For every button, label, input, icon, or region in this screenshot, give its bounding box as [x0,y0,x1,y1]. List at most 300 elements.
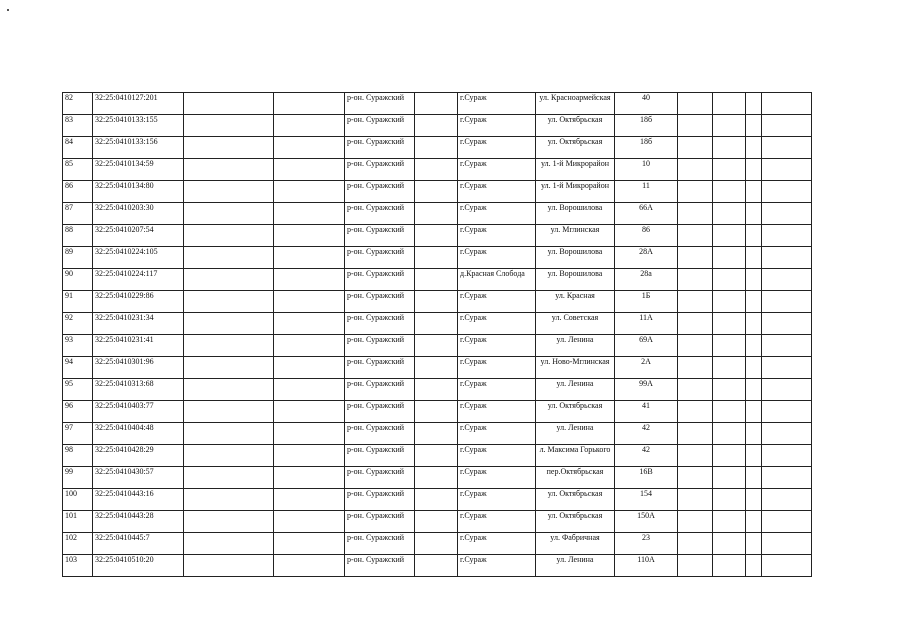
empty-cell [274,225,345,247]
empty-cell [746,555,762,577]
empty-cell [762,467,812,489]
empty-cell [762,269,812,291]
district-cell: р-он. Суражский [345,423,415,445]
table-row [63,159,812,181]
settlement-cell: г.Сураж [458,159,536,181]
district-cell: р-он. Суражский [345,93,415,115]
empty-cell [713,181,746,203]
house-number-cell: 154 [615,489,678,511]
empty-cell [746,225,762,247]
empty-cell [184,203,274,225]
empty-cell [274,269,345,291]
empty-cell [678,335,713,357]
cadastral-number-cell: 32:25:0410133:155 [93,115,184,137]
cadastral-number-cell: 32:25:0410313:68 [93,379,184,401]
empty-cell [274,489,345,511]
empty-cell [678,159,713,181]
row-number-cell: 83 [63,115,93,137]
row-number-cell: 101 [63,511,93,533]
empty-cell [713,533,746,555]
empty-cell [184,445,274,467]
empty-cell [746,159,762,181]
street-cell: ул. Ворошилова [536,203,615,225]
district-cell: р-он. Суражский [345,511,415,533]
street-cell: ул. Ленина [536,335,615,357]
empty-cell [762,93,812,115]
empty-cell [415,467,458,489]
empty-cell [713,489,746,511]
house-number-cell: 110А [615,555,678,577]
table-row [63,181,812,203]
empty-cell [713,511,746,533]
empty-cell [274,533,345,555]
house-number-cell: 150А [615,511,678,533]
empty-cell [678,225,713,247]
empty-cell [678,555,713,577]
table-row [63,269,812,291]
empty-cell [274,313,345,335]
empty-cell [184,269,274,291]
empty-cell [184,357,274,379]
empty-cell [713,445,746,467]
street-cell: ул. Ленина [536,379,615,401]
cadastral-number-cell: 32:25:0410510:20 [93,555,184,577]
empty-cell [274,93,345,115]
settlement-cell: г.Сураж [458,115,536,137]
row-number-cell: 94 [63,357,93,379]
cadastral-number-cell: 32:25:0410403:77 [93,401,184,423]
empty-cell [415,533,458,555]
empty-cell [415,357,458,379]
district-cell: р-он. Суражский [345,291,415,313]
table-row [63,137,812,159]
empty-cell [415,247,458,269]
empty-cell [184,291,274,313]
table-row [63,401,812,423]
street-cell: ул. Ленина [536,423,615,445]
street-cell: ул. Ленина [536,555,615,577]
empty-cell [713,379,746,401]
row-number-cell: 95 [63,379,93,401]
empty-cell [678,467,713,489]
empty-cell [184,379,274,401]
cadastral-number-cell: 32:25:0410445:7 [93,533,184,555]
empty-cell [713,555,746,577]
empty-cell [184,467,274,489]
empty-cell [415,511,458,533]
empty-cell [184,159,274,181]
empty-cell [184,93,274,115]
empty-cell [415,137,458,159]
district-cell: р-он. Суражский [345,357,415,379]
empty-cell [274,335,345,357]
district-cell: р-он. Суражский [345,137,415,159]
settlement-cell: г.Сураж [458,225,536,247]
empty-cell [746,313,762,335]
cadastral-number-cell: 32:25:0410224:105 [93,247,184,269]
settlement-cell: г.Сураж [458,533,536,555]
empty-cell [713,137,746,159]
house-number-cell: 42 [615,445,678,467]
table-row [63,555,812,577]
empty-cell [762,401,812,423]
row-number-cell: 97 [63,423,93,445]
district-cell: р-он. Суражский [345,467,415,489]
settlement-cell: г.Сураж [458,181,536,203]
empty-cell [274,555,345,577]
empty-cell [762,379,812,401]
row-number-cell: 90 [63,269,93,291]
empty-cell [713,159,746,181]
empty-cell [746,379,762,401]
row-number-cell: 85 [63,159,93,181]
house-number-cell: 41 [615,401,678,423]
empty-cell [274,357,345,379]
property-table [62,92,812,577]
empty-cell [415,159,458,181]
settlement-cell: г.Сураж [458,93,536,115]
empty-cell [415,269,458,291]
empty-cell [678,203,713,225]
table-row [63,203,812,225]
table-row [63,225,812,247]
district-cell: р-он. Суражский [345,335,415,357]
empty-cell [184,181,274,203]
cadastral-number-cell: 32:25:0410231:34 [93,313,184,335]
house-number-cell: 69А [615,335,678,357]
settlement-cell: г.Сураж [458,423,536,445]
row-number-cell: 100 [63,489,93,511]
settlement-cell: г.Сураж [458,511,536,533]
empty-cell [678,511,713,533]
house-number-cell: 86 [615,225,678,247]
empty-cell [184,489,274,511]
table-row [63,247,812,269]
street-cell: ул. Красная [536,291,615,313]
settlement-cell: г.Сураж [458,379,536,401]
row-number-cell: 86 [63,181,93,203]
empty-cell [415,335,458,357]
empty-cell [415,225,458,247]
empty-cell [746,467,762,489]
empty-cell [678,313,713,335]
empty-cell [762,533,812,555]
house-number-cell: 11 [615,181,678,203]
empty-cell [274,379,345,401]
empty-cell [746,269,762,291]
empty-cell [678,379,713,401]
empty-cell [415,115,458,137]
empty-cell [746,511,762,533]
empty-cell [746,423,762,445]
empty-cell [762,489,812,511]
table-body [63,93,812,577]
empty-cell [274,203,345,225]
settlement-cell: г.Сураж [458,335,536,357]
street-cell: ул. Октябрьская [536,401,615,423]
empty-cell [274,247,345,269]
district-cell: р-он. Суражский [345,203,415,225]
street-cell: ул. Ворошилова [536,269,615,291]
empty-cell [184,555,274,577]
cadastral-number-cell: 32:25:0410404:48 [93,423,184,445]
settlement-cell: г.Сураж [458,137,536,159]
settlement-cell: д.Красная Слобода [458,269,536,291]
empty-cell [762,357,812,379]
street-cell: пер.Октябрьская [536,467,615,489]
empty-cell [713,93,746,115]
empty-cell [762,313,812,335]
row-number-cell: 89 [63,247,93,269]
empty-cell [762,423,812,445]
settlement-cell: г.Сураж [458,357,536,379]
empty-cell [762,137,812,159]
empty-cell [274,511,345,533]
street-cell: ул. Октябрьская [536,511,615,533]
row-number-cell: 98 [63,445,93,467]
house-number-cell: 11А [615,313,678,335]
empty-cell [746,489,762,511]
empty-cell [746,401,762,423]
empty-cell [746,533,762,555]
empty-cell [713,269,746,291]
district-cell: р-он. Суражский [345,555,415,577]
empty-cell [746,247,762,269]
empty-cell [678,533,713,555]
empty-cell [678,93,713,115]
empty-cell [678,489,713,511]
table-row [63,115,812,137]
district-cell: р-он. Суражский [345,269,415,291]
empty-cell [415,555,458,577]
district-cell: р-он. Суражский [345,379,415,401]
table-row [63,423,812,445]
cadastral-number-cell: 32:25:0410443:28 [93,511,184,533]
empty-cell [678,247,713,269]
district-cell: р-он. Суражский [345,401,415,423]
empty-cell [713,357,746,379]
cadastral-number-cell: 32:25:0410231:41 [93,335,184,357]
empty-cell [713,401,746,423]
cadastral-number-cell: 32:25:0410207:54 [93,225,184,247]
house-number-cell: 99А [615,379,678,401]
empty-cell [713,335,746,357]
empty-cell [713,247,746,269]
empty-cell [762,555,812,577]
row-number-cell: 93 [63,335,93,357]
empty-cell [678,445,713,467]
cadastral-number-cell: 32:25:0410134:59 [93,159,184,181]
street-cell: ул. Ворошилова [536,247,615,269]
empty-cell [746,137,762,159]
empty-cell [678,181,713,203]
cadastral-number-cell: 32:25:0410428:29 [93,445,184,467]
street-cell: ул. Советская [536,313,615,335]
empty-cell [762,335,812,357]
house-number-cell: 1Б [615,291,678,313]
settlement-cell: г.Сураж [458,445,536,467]
table-row [63,313,812,335]
table-row [63,467,812,489]
empty-cell [274,159,345,181]
empty-cell [746,445,762,467]
empty-cell [762,115,812,137]
empty-cell [274,291,345,313]
empty-cell [274,115,345,137]
empty-cell [746,357,762,379]
empty-cell [184,313,274,335]
empty-cell [762,511,812,533]
empty-cell [415,401,458,423]
cadastral-number-cell: 32:25:0410134:80 [93,181,184,203]
house-number-cell: 18б [615,137,678,159]
table-row [63,445,812,467]
street-cell: ул. Октябрьская [536,115,615,137]
district-cell: р-он. Суражский [345,115,415,137]
scan-speck [7,9,9,11]
row-number-cell: 102 [63,533,93,555]
empty-cell [678,401,713,423]
empty-cell [713,291,746,313]
empty-cell [184,247,274,269]
cadastral-number-cell: 32:25:0410301:96 [93,357,184,379]
table-row [63,357,812,379]
district-cell: р-он. Суражский [345,181,415,203]
empty-cell [762,225,812,247]
empty-cell [184,137,274,159]
empty-cell [713,225,746,247]
empty-cell [762,445,812,467]
empty-cell [415,489,458,511]
empty-cell [678,291,713,313]
empty-cell [713,313,746,335]
cadastral-number-cell: 32:25:0410229:86 [93,291,184,313]
row-number-cell: 87 [63,203,93,225]
settlement-cell: г.Сураж [458,203,536,225]
empty-cell [415,445,458,467]
house-number-cell: 18б [615,115,678,137]
house-number-cell: 42 [615,423,678,445]
house-number-cell: 10 [615,159,678,181]
empty-cell [678,115,713,137]
district-cell: р-он. Суражский [345,533,415,555]
empty-cell [415,203,458,225]
row-number-cell: 103 [63,555,93,577]
house-number-cell: 28А [615,247,678,269]
district-cell: р-он. Суражский [345,313,415,335]
street-cell: ул. Фабричная [536,533,615,555]
row-number-cell: 82 [63,93,93,115]
empty-cell [184,423,274,445]
table-row [63,379,812,401]
table-row [63,93,812,115]
settlement-cell: г.Сураж [458,489,536,511]
cadastral-number-cell: 32:25:0410203:30 [93,203,184,225]
cadastral-number-cell: 32:25:0410224:117 [93,269,184,291]
row-number-cell: 96 [63,401,93,423]
empty-cell [184,335,274,357]
empty-cell [713,203,746,225]
empty-cell [762,159,812,181]
settlement-cell: г.Сураж [458,291,536,313]
empty-cell [415,93,458,115]
empty-cell [274,467,345,489]
settlement-cell: г.Сураж [458,555,536,577]
empty-cell [713,115,746,137]
empty-cell [762,203,812,225]
street-cell: ул. 1-й Микрорайон [536,181,615,203]
empty-cell [746,335,762,357]
empty-cell [415,181,458,203]
table-row [63,291,812,313]
empty-cell [746,203,762,225]
cadastral-number-cell: 32:25:0410443:16 [93,489,184,511]
table-row [63,489,812,511]
empty-cell [415,379,458,401]
house-number-cell: 40 [615,93,678,115]
street-cell: ул. Ново-Мглинская [536,357,615,379]
empty-cell [274,423,345,445]
street-cell: ул. Красноармейская [536,93,615,115]
empty-cell [746,291,762,313]
empty-cell [274,181,345,203]
table-row [63,533,812,555]
row-number-cell: 99 [63,467,93,489]
empty-cell [746,93,762,115]
empty-cell [746,115,762,137]
district-cell: р-он. Суражский [345,225,415,247]
settlement-cell: г.Сураж [458,401,536,423]
empty-cell [184,533,274,555]
row-number-cell: 84 [63,137,93,159]
street-cell: ул. 1-й Микрорайон [536,159,615,181]
empty-cell [678,137,713,159]
empty-cell [184,401,274,423]
empty-cell [274,401,345,423]
empty-cell [184,511,274,533]
house-number-cell: 16В [615,467,678,489]
district-cell: р-он. Суражский [345,247,415,269]
empty-cell [713,467,746,489]
street-cell: ул. Мглинская [536,225,615,247]
empty-cell [415,423,458,445]
empty-cell [762,291,812,313]
street-cell: л. Максима Горького [536,445,615,467]
empty-cell [713,423,746,445]
district-cell: р-он. Суражский [345,445,415,467]
empty-cell [415,291,458,313]
empty-cell [678,269,713,291]
table-row [63,511,812,533]
cadastral-number-cell: 32:25:0410127:201 [93,93,184,115]
empty-cell [762,247,812,269]
empty-cell [762,181,812,203]
empty-cell [274,137,345,159]
house-number-cell: 66А [615,203,678,225]
street-cell: ул. Октябрьская [536,489,615,511]
settlement-cell: г.Сураж [458,247,536,269]
empty-cell [184,225,274,247]
cadastral-number-cell: 32:25:0410133:156 [93,137,184,159]
house-number-cell: 2А [615,357,678,379]
empty-cell [274,445,345,467]
settlement-cell: г.Сураж [458,467,536,489]
table-row [63,335,812,357]
row-number-cell: 92 [63,313,93,335]
row-number-cell: 88 [63,225,93,247]
row-number-cell: 91 [63,291,93,313]
house-number-cell: 28а [615,269,678,291]
